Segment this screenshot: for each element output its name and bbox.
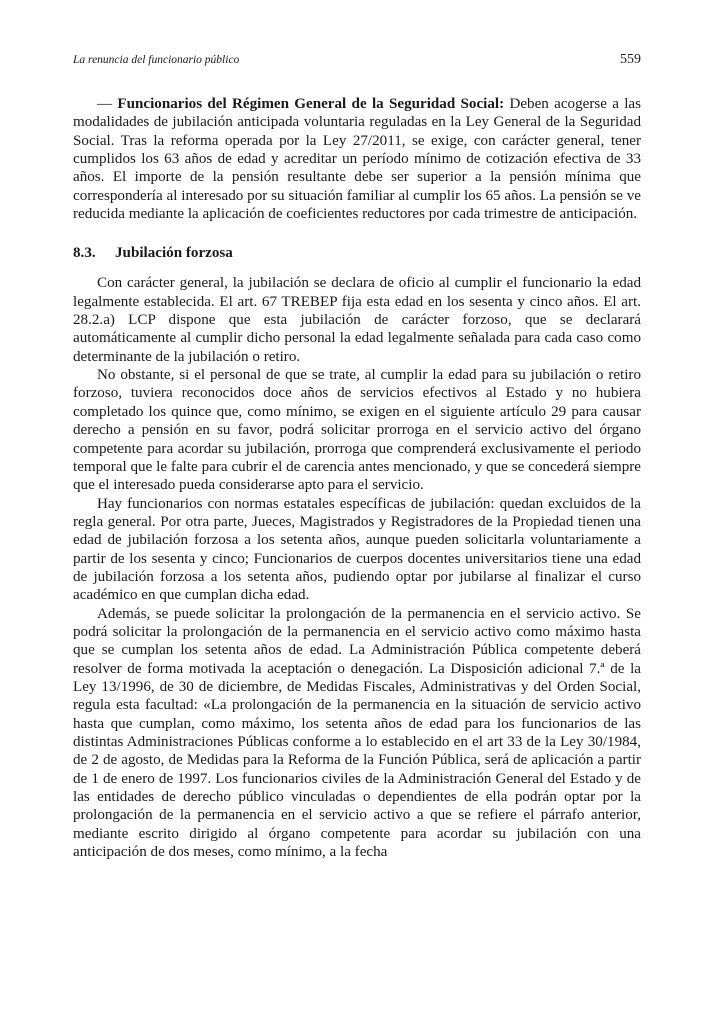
intro-bold-lead: Funcionarios del Régimen General de la Seguridad Social: <box>117 96 505 112</box>
body-paragraph-1: Con carácter general, la jubilación se declara de oficio al cumplir el funcionario la edad legalmente establecida. El art. 67 TREBEP fija esta edad en los sesenta y cinco años. El art. 28.2.a) LCP dispone que esta jubilación de carácter forzoso, que se declarará automáticamente al cumplir dicho personal la edad legalmente señalada para cada caso como determinante de la jubilación o retiro. <box>73 275 641 365</box>
body-paragraph-3: Hay funcionarios con normas estatales específicas de jubilación: quedan excluidos de la regla general. Por otra parte, Jueces, Magistrados y Registradores de la Propiedad tienen una edad de jubilación forzosa a los setenta años, aunque pueden solicitarla voluntariamente a partir de los sesenta y cinco; Funcionarios de cuerpos docentes universitarios tiene una edad de jubilación forzosa a los setenta años, pudiendo optar por jubilarse al finalizar el curso académico en que cumplan dicha edad. <box>73 495 641 604</box>
running-title: La renuncia del funcionario público <box>73 54 240 66</box>
intro-dash: — <box>97 96 118 112</box>
page-content <box>73 95 641 861</box>
section-heading <box>73 244 641 262</box>
page-number: 559 <box>620 52 641 67</box>
intro-text: Deben acogerse a las modalidades de jubilación anticipada voluntaria reguladas en la Ley General de la Seguridad Social. Tras la reforma operada por la Ley 27/2011, se exige, con carácter general, tener cumplidos los 63 años de edad y acreditar un período mínimo de cotización efectiva de 33 años. El importe de la pensión resultante debe ser superior a la pensión mínima que correspondería al interesado por su situación familiar al cumplir los 65 años. La pensión se ve reducida mediante la aplicación de coeficientes reductores por cada trimestre de anticipación. <box>73 96 641 223</box>
page-header <box>73 52 641 74</box>
body-paragraph-2: No obstante, si el personal de que se trate, al cumplir la edad para su jubilación o retiro forzoso, tuviera reconocidos doce años de servicios efectivos al Estado y no hubiera completado los quince que, como mínimo, se exigen en el siguiente artículo 29 para causar derecho a pensión en su favor, podrá solicitar prorroga en el servicio activo del órgano competente para acordar su jubilación, prorroga que comprenderá exclusivamente el periodo temporal que le falte para cubrir el de carencia antes mencionado, y que se concederá siempre que el interesado pueda considerarse apto para el servicio. <box>73 367 641 494</box>
section-title: Jubilación forzosa <box>115 245 233 262</box>
document-page <box>73 52 641 861</box>
section-number: 8.3. <box>73 245 96 262</box>
body-paragraph-4: Además, se puede solicitar la prolongación de la permanencia en el servicio activo. Se podrá solicitar la prolongación de la permanencia en el servicio activo como máximo hasta que se cumplan los setenta años de edad. La Administración Pública competente deberá resolver de forma motivada la aceptación o denegación. La Disposición adicional 7.ª de la Ley 13/1996, de 30 de diciembre, de Medidas Fiscales, Administrativas y del Orden Social, regula esta facultad: «La prolongación de la permanencia en la situación de servicio activo hasta que cumplan, como máximo, los setenta años de edad para los funcionarios de las distintas Administraciones Públicas conforme a lo establecido en el art 33 de la Ley 30/1984, de 2 de agosto, de Medidas para la Reforma de la Función Pública, será de aplicación a partir de 1 de enero de 1997. Los funcionarios civiles de la Administración General del Estado y de las entidades de derecho público vinculadas o dependientes de ella podrán optar por la prolongación de la permanencia en el servicio activo a que se refiere el párrafo anterior, mediante escrito dirigido al órgano competente para acordar su jubilación con una anticipación de dos meses, como mínimo, a la fecha <box>73 605 641 861</box>
intro-paragraph <box>73 95 641 223</box>
